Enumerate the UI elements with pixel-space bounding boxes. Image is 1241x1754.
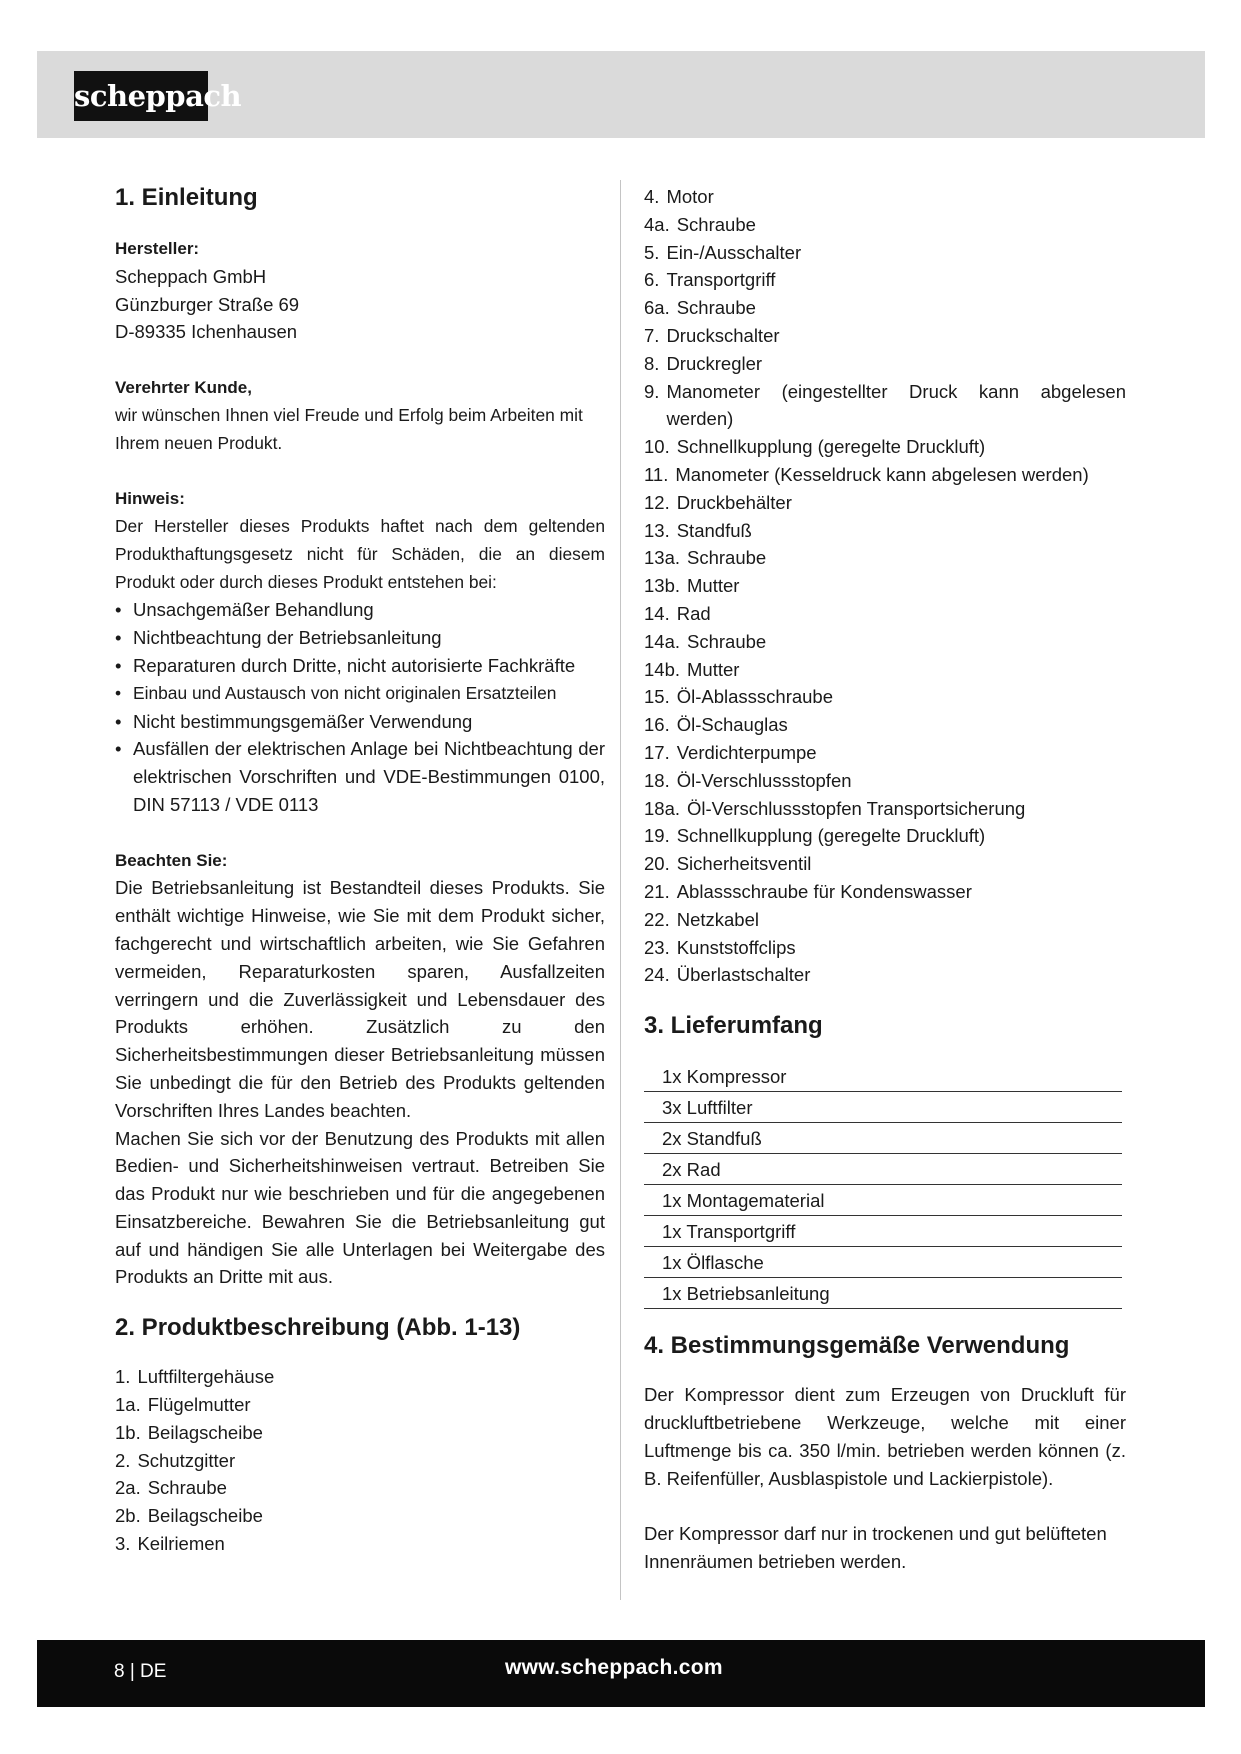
note-label: Hinweis:	[115, 489, 185, 509]
right-column	[644, 183, 1126, 1576]
website-link[interactable]: www.scheppach.com	[505, 1656, 723, 1679]
list-item: • Reparaturen durch Dritte, nicht autorisierte Fachkräfte	[115, 652, 605, 680]
list-item: 11. Manometer (Kesseldruck kann abgelesen werden)	[644, 463, 1089, 485]
table-row: 1x Ölflasche	[644, 1247, 1122, 1278]
intended-use-text: Der Kompressor dient zum Erzeugen von Druckluft für druckluftbetriebene Werkzeuge, welche mit einer Luftmenge bis ca. 350 l/min. betrieben werden können (z. B. Reifenfüller, Ausblaspistole und Lackierpistole).	[644, 1384, 1126, 1489]
list-item: 1b. Beilagscheibe	[115, 1421, 263, 1443]
list-item: 17. Verdichterpumpe	[644, 741, 817, 763]
left-column	[115, 183, 605, 1558]
list-item: 2. Schutzgitter	[115, 1449, 236, 1471]
column-divider	[620, 180, 621, 1600]
list-item: 21. Ablassschraube für Kondenswasser	[644, 880, 972, 902]
brand-logo: scheppach	[74, 71, 208, 121]
table-row: 1x Kompressor	[644, 1061, 1122, 1092]
list-item: 15. Öl-Ablassschraube	[644, 686, 834, 708]
section-1-title: 1. Einleitung	[115, 184, 258, 211]
list-item: 6a. Schraube	[644, 297, 756, 319]
list-item: 13a. Schraube	[644, 547, 767, 569]
customer-text: wir wünschen Ihnen viel Freude und Erfolg beim Arbeiten mit Ihrem neuen Produkt.	[115, 404, 583, 453]
table-row: 1x Betriebsanleitung	[644, 1278, 1122, 1309]
page-number: 8 | DE	[114, 1661, 167, 1682]
list-item: 12. Druckbehälter	[644, 491, 792, 513]
list-item: 2a. Schraube	[115, 1477, 227, 1499]
manufacturer-line: D-89335 Ichenhausen	[115, 321, 298, 343]
customer-label: Verehrter Kunde,	[115, 377, 252, 397]
list-item: • Unsachgemäßer Behandlung	[115, 596, 605, 624]
list-item: 6. Transportgriff	[644, 269, 776, 291]
table-row: 3x Luftfilter	[644, 1092, 1122, 1123]
list-item: 20. Sicherheitsventil	[644, 853, 812, 875]
delivery-scope-table	[644, 1061, 1122, 1309]
list-item: 8. Druckregler	[644, 352, 763, 374]
list-item: 14b. Mutter	[644, 658, 740, 680]
liability-list	[115, 596, 605, 818]
list-item: 5. Ein-/Ausschalter	[644, 241, 802, 263]
section-3-title: 3. Lieferumfang	[644, 1012, 823, 1040]
list-item: 3. Keilriemen	[115, 1533, 225, 1555]
list-item: 16. Öl-Schauglas	[644, 714, 788, 736]
table-row: 1x Transportgriff	[644, 1216, 1122, 1247]
parts-list-right	[644, 183, 1126, 989]
list-item: 18. Öl-Verschlussstopfen	[644, 769, 852, 791]
list-item: 19. Schnellkupplung (geregelte Druckluft)	[644, 825, 986, 847]
list-item: 24. Überlastschalter	[644, 964, 811, 986]
manufacturer-line: Scheppach GmbH	[115, 265, 267, 287]
list-item: 18a. Öl-Verschlussstopfen Transportsicherung	[644, 797, 1026, 819]
list-item: 9. Manometer (eingestellter Druck kann abgelesen werden)	[644, 380, 1126, 430]
list-item: 7. Druckschalter	[644, 324, 780, 346]
observe-text: Die Betriebsanleitung ist Bestandteil dieses Produkts. Sie enthält wichtige Hinweise, wie Sie mit dem Produkt sicher, fachgerecht und wirtschaftlich arbeiten, wie Sie Gefahren vermeiden, Reparaturkosten sparen, Ausfallzeiten verringern und die Zuverlässigkeit und Lebensdauer des Produkts erhöhen. Zusätzlich zu den Sicherheitsbestimmungen dieser Betriebsanleitung müssen Sie unbedingt die für den Betrieb des Produkts geltenden Vorschriften Ihres Landes beachten.	[115, 877, 605, 1121]
manufacturer-label: Hersteller:	[115, 239, 200, 258]
list-item: 1a. Flügelmutter	[115, 1394, 251, 1416]
list-item: 22. Netzkabel	[644, 908, 759, 930]
intended-use-text: Der Kompressor darf nur in trockenen und gut belüfteten Innenräumen betrieben werden.	[644, 1523, 1107, 1572]
list-item: • Ausfällen der elektrischen Anlage bei Nichtbeachtung der elektrischen Vorschriften und VDE-Bestimmungen 0100, DIN 57113 / VDE 0113	[115, 735, 605, 818]
section-2-title: 2. Produktbeschreibung (Abb. 1-13)	[115, 1314, 521, 1342]
list-item: • Nicht bestimmungsgemäßer Verwendung	[115, 708, 605, 736]
note-text: Der Hersteller dieses Produkts haftet nach dem geltenden Produkthaftungsgesetz nicht für Schäden, die an diesem Produkt oder durch dieses Produkt entstehen bei:	[115, 515, 605, 592]
table-row: 1x Montagematerial	[644, 1185, 1122, 1216]
list-item: 13. Standfuß	[644, 519, 752, 541]
section-4-title: 4. Bestimmungsgemäße Verwendung	[644, 1332, 1070, 1360]
list-item: 1. Luftfiltergehäuse	[115, 1366, 275, 1388]
list-item: 23. Kunststoffclips	[644, 936, 796, 958]
observe-label: Beachten Sie:	[115, 850, 228, 870]
list-item: 14. Rad	[644, 602, 711, 624]
list-item: • Nichtbeachtung der Betriebsanleitung	[115, 624, 605, 652]
list-item: • Einbau und Austausch von nicht originalen Ersatzteilen	[115, 680, 605, 708]
parts-list-left	[115, 1363, 605, 1558]
list-item: 2b. Beilagscheibe	[115, 1505, 263, 1527]
manufacturer-line: Günzburger Straße 69	[115, 293, 300, 315]
list-item: 4. Motor	[644, 186, 714, 207]
table-row: 2x Rad	[644, 1154, 1122, 1185]
observe-text: Machen Sie sich vor der Benutzung des Produkts mit allen Bedien- und Sicherheitshinweisen vertraut. Betreiben Sie das Produkt nur wie beschrieben und für die angegebenen Einsatzbereiche. Bewahren Sie die Betriebsanleitung gut auf und händigen Sie alle Unterlagen bei Weitergabe des Produkts an Dritte mit aus.	[115, 1127, 605, 1288]
list-item: 4a. Schraube	[644, 213, 756, 235]
list-item: 10. Schnellkupplung (geregelte Druckluft)	[644, 436, 986, 458]
list-item: 14a. Schraube	[644, 630, 767, 652]
list-item: 13b. Mutter	[644, 575, 740, 597]
footer-band	[37, 1640, 1205, 1707]
table-row: 2x Standfuß	[644, 1123, 1122, 1154]
